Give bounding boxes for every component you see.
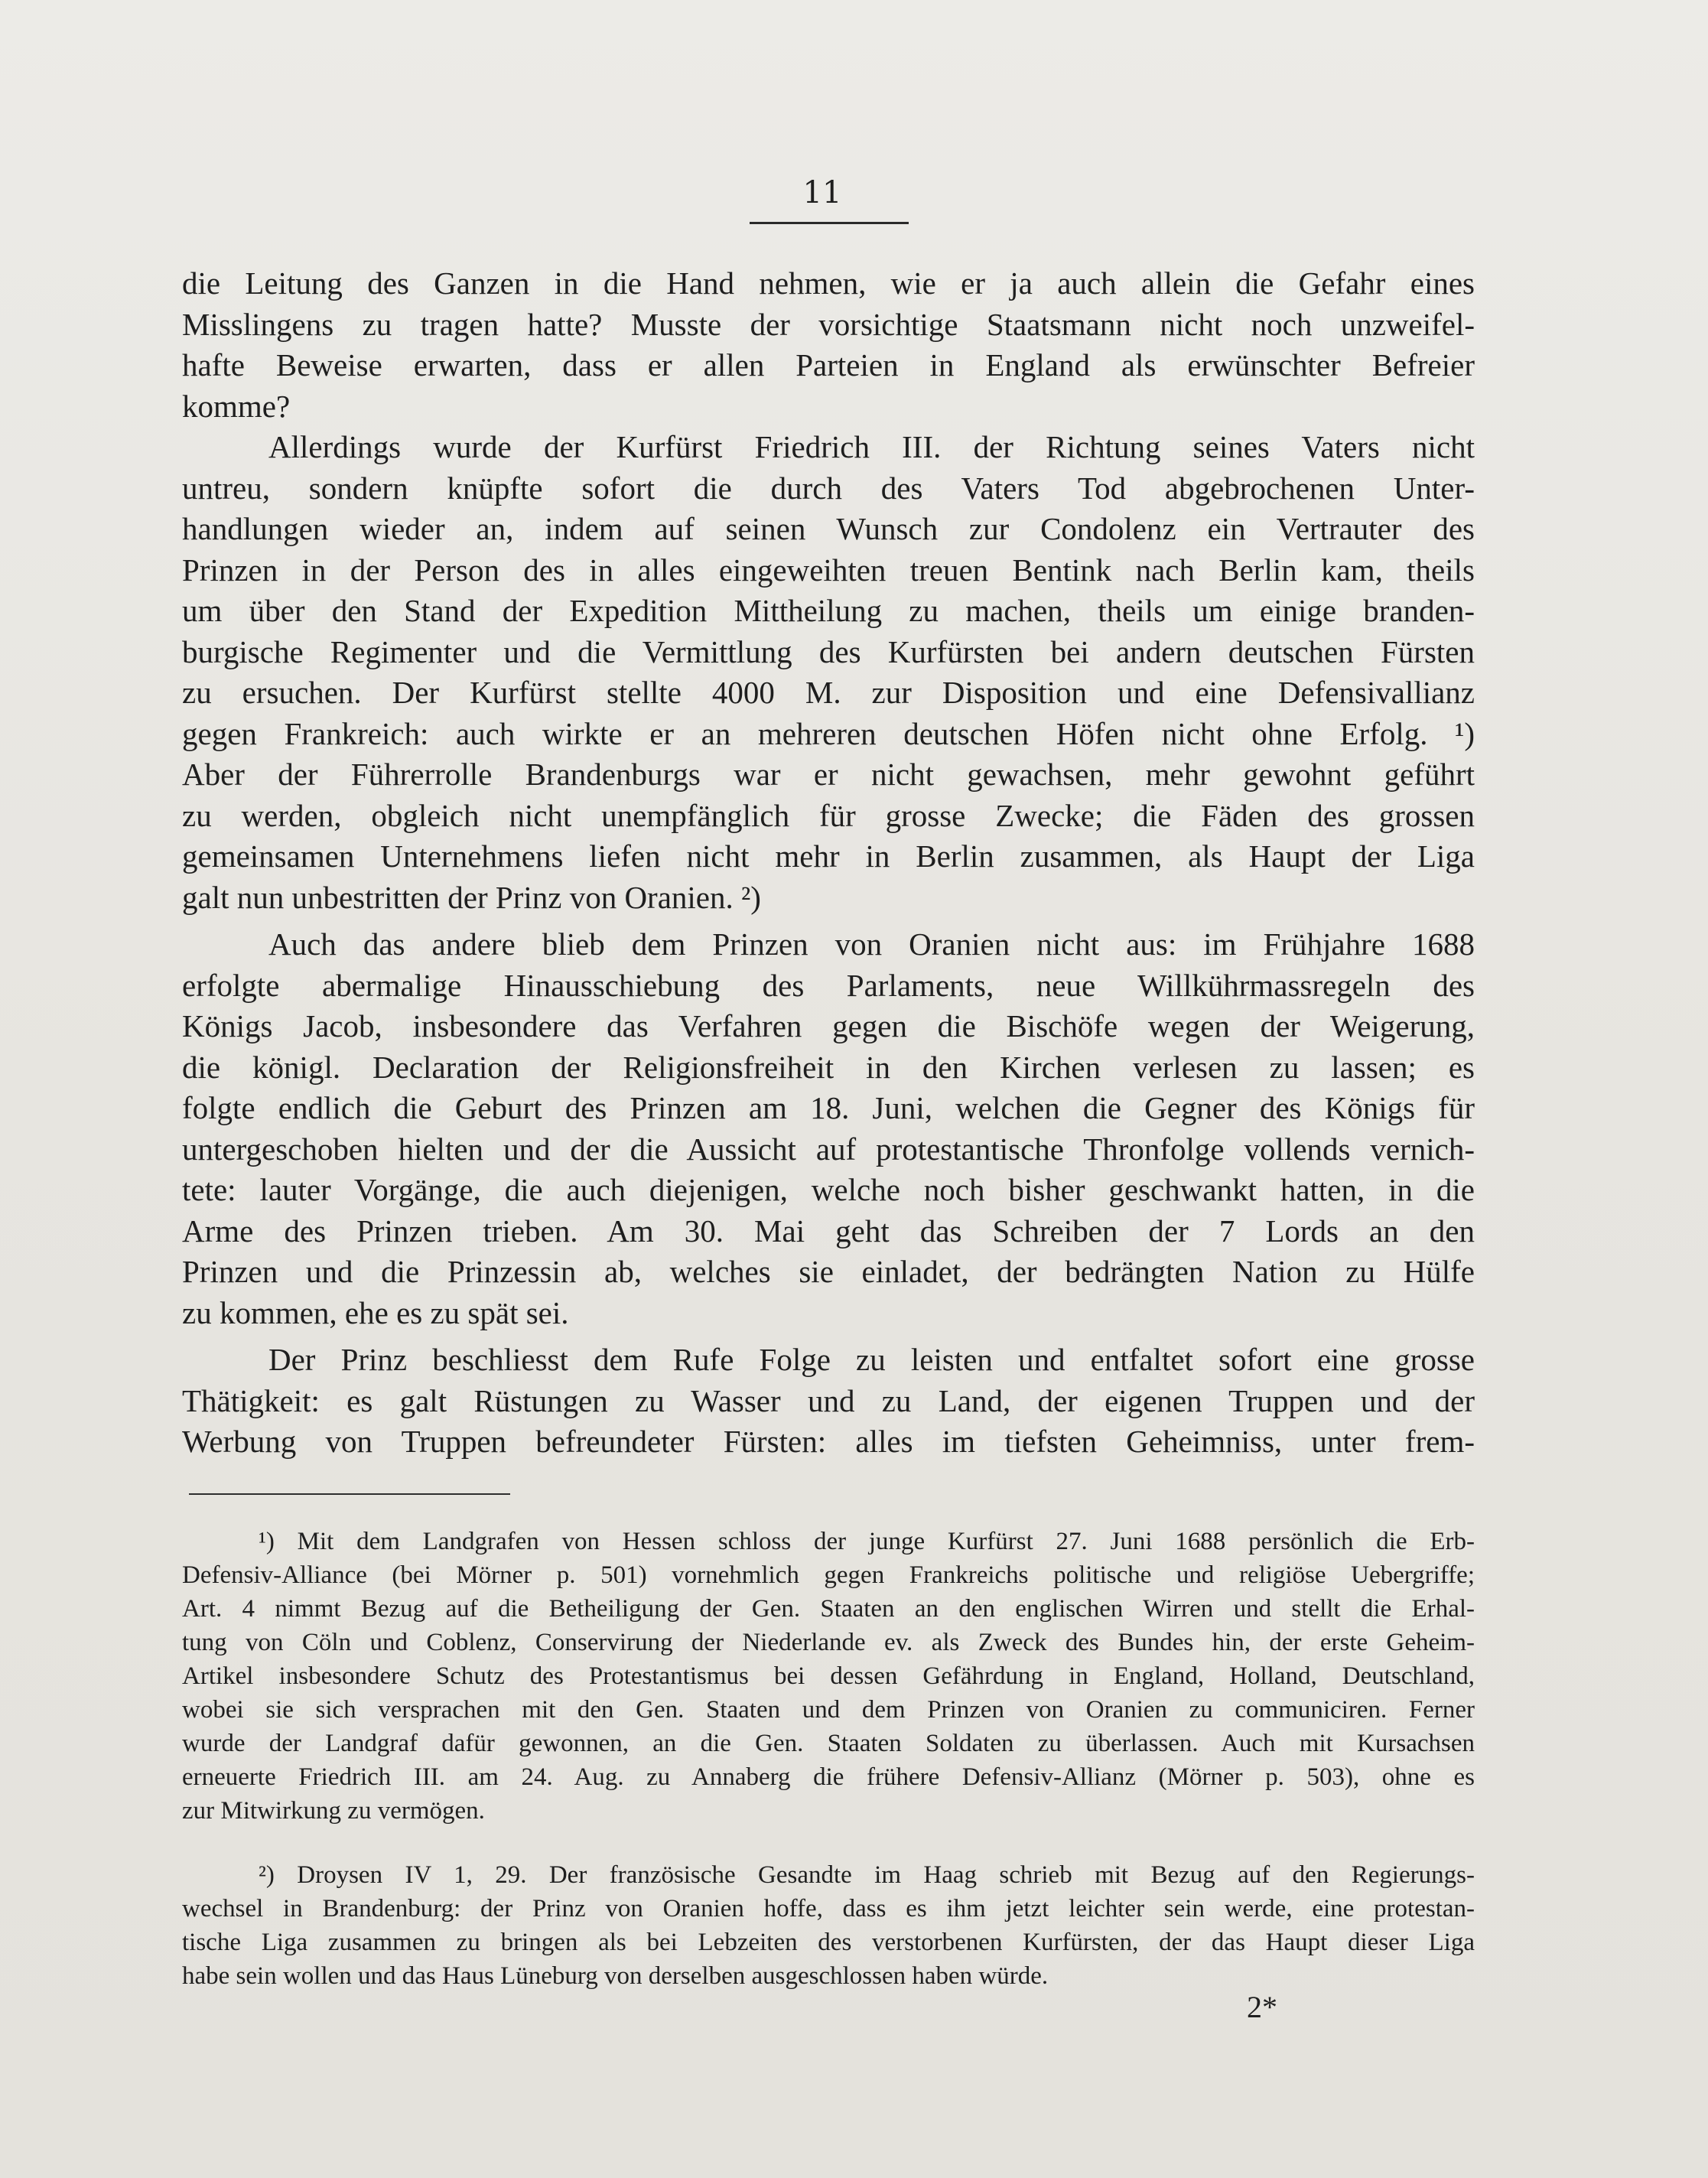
footnote <box>182 1858 1475 1993</box>
text-line: gemeinsamen Unternehmens liefen nicht mehr in Berlin zusammen, als Haupt der Liga <box>182 838 1475 874</box>
text-line: zu kommen, ehe es zu spät sei. <box>182 1294 569 1330</box>
paragraph <box>182 924 1475 1333</box>
footnote-line: ¹) Mit dem Landgrafen von Hessen schloss der junge Kurfürst 27. Juni 1688 persönlich die Erb- <box>259 1528 1475 1555</box>
paragraph-gap <box>182 1333 1475 1340</box>
signature-mark: 2* <box>1247 1990 1277 2024</box>
text-line: um über den Stand der Expedition Mittheilung zu machen, theils um einige branden- <box>182 593 1475 628</box>
footnote-line: erneuerte Friedrich III. am 24. Aug. zu Annaberg die frühere Defensiv-Allianz (Mörner p. 503), ohne es <box>182 1763 1475 1791</box>
footnote-line: tung von Cöln und Coblenz, Conservirung der Niederlande ev. als Zweck des Bundes hin, der erste Geheim- <box>182 1629 1475 1656</box>
main-text <box>182 263 1475 1463</box>
footnote-line: wechsel in Brandenburg: der Prinz von Oranien hoffe, dass es ihm jetzt leichter sein werde, eine protestan- <box>182 1895 1475 1922</box>
text-line: Thätigkeit: es galt Rüstungen zu Wasser und zu Land, der eigenen Truppen und der <box>182 1382 1475 1418</box>
footnote-line: ²) Droysen IV 1, 29. Der französische Gesandte im Haag schrieb mit Bezug auf den Regierungs- <box>259 1861 1475 1889</box>
footnote-rule <box>189 1493 510 1495</box>
text-line: komme? <box>182 388 291 424</box>
paragraph <box>182 263 1475 427</box>
text-line: erfolgte abermalige Hinausschiebung des Parlaments, neue Willkührmassregeln des <box>182 967 1475 1003</box>
text-line: handlungen wieder an, indem auf seinen Wunsch zur Condolenz ein Vertrauter des <box>182 511 1475 546</box>
text-line: Königs Jacob, insbesondere das Verfahren gegen die Bischöfe wegen der Weigerung, <box>182 1008 1475 1043</box>
text-line: die königl. Declaration der Religionsfreiheit in den Kirchen verlesen zu lassen; es <box>182 1049 1475 1085</box>
footnote-line: tische Liga zusammen zu bringen als bei Lebzeiten des verstorbenen Kurfürsten, der das Haupt dieser Liga <box>182 1929 1475 1956</box>
paragraph-gap <box>182 918 1475 924</box>
paragraph <box>182 427 1475 918</box>
text-line: Allerdings wurde der Kurfürst Friedrich III. der Richtung seines Vaters nicht <box>268 429 1475 464</box>
text-line: untergeschoben hielten und der die Aussicht auf protestantische Thronfolge vollends vernich- <box>182 1131 1475 1167</box>
text-line: hafte Beweise erwarten, dass er allen Parteien in England als erwünschter Befreier <box>182 347 1475 383</box>
footnote-line: Defensiv-Alliance (bei Mörner p. 501) vornehmlich gegen Frankreichs politische und religiöse Uebergriffe; <box>182 1561 1475 1589</box>
footnotes <box>182 1525 1475 1993</box>
text-line: galt nun unbestritten der Prinz von Oranien. ²) <box>182 879 761 915</box>
footnote-line: Artikel insbesondere Schutz des Protestantismus bei dessen Gefährdung in England, Holland, Deutschland, <box>182 1662 1475 1690</box>
text-line: zu ersuchen. Der Kurfürst stellte 4000 M. zur Disposition und eine Defensivallianz <box>182 675 1475 710</box>
text-line: tete: lauter Vorgänge, die auch diejenigen, welche noch bisher geschwankt hatten, in die <box>182 1172 1475 1207</box>
text-line: Misslingens zu tragen hatte? Musste der vorsichtige Staatsmann nicht noch unzweifel- <box>182 306 1475 342</box>
text-line: Werbung von Truppen befreundeter Fürsten: alles im tiefsten Geheimniss, unter frem- <box>182 1424 1475 1459</box>
text-line: untreu, sondern knüpfte sofort die durch des Vaters Tod abgebrochenen Unter- <box>182 470 1475 506</box>
footnote-line: Art. 4 nimmt Bezug auf die Betheiligung der Gen. Staaten an den englischen Wirren und stellt die Erhal- <box>182 1595 1475 1623</box>
text-line: Prinzen und die Prinzessin ab, welches sie einladet, der bedrängten Nation zu Hülfe <box>182 1254 1475 1289</box>
footnote-line: zur Mitwirkung zu vermögen. <box>182 1797 485 1825</box>
text-line: Prinzen in der Person des in alles eingeweihten treuen Bentink nach Berlin kam, theils <box>182 552 1475 588</box>
text-line: Auch das andere blieb dem Prinzen von Oranien nicht aus: im Frühjahre 1688 <box>268 926 1475 962</box>
paragraph <box>182 1340 1475 1463</box>
footnote-line: wobei sie sich versprachen mit den Gen. Staaten und dem Prinzen von Oranien zu communiciren. Ferner <box>182 1696 1475 1724</box>
header-rule <box>750 222 909 224</box>
text-line: burgische Regimenter und die Vermittlung des Kurfürsten bei andern deutschen Fürsten <box>182 633 1475 669</box>
footnote-line: habe sein wollen und das Haus Lüneburg von derselben ausgeschlossen haben würde. <box>182 1962 1049 1990</box>
text-line: Aber der Führerrolle Brandenburgs war er nicht gewachsen, mehr gewohnt geführt <box>182 757 1475 792</box>
text-line: Arme des Prinzen trieben. Am 30. Mai geht das Schreiben der 7 Lords an den <box>182 1213 1475 1249</box>
text-line: gegen Frankreich: auch wirkte er an mehreren deutschen Höfen nicht ohne Erfolg. ¹) <box>182 715 1475 751</box>
text-line: zu werden, obgleich nicht unempfänglich für grosse Zwecke; die Fäden des grossen <box>182 797 1475 833</box>
page-number: 11 <box>802 175 842 210</box>
footnote-line: wurde der Landgraf dafür gewonnen, an die Gen. Staaten Soldaten zu überlassen. Auch mit Kursachsen <box>182 1730 1475 1757</box>
text-line: Der Prinz beschliesst dem Rufe Folge zu leisten und entfaltet sofort eine grosse <box>268 1342 1475 1377</box>
text-line: die Leitung des Ganzen in die Hand nehmen, wie er ja auch allein die Gefahr eines <box>182 265 1475 301</box>
footnote-gap <box>182 1828 1475 1858</box>
footnote <box>182 1525 1475 1828</box>
text-line: folgte endlich die Geburt des Prinzen am 18. Juni, welchen die Gegner des Königs für <box>182 1090 1475 1125</box>
